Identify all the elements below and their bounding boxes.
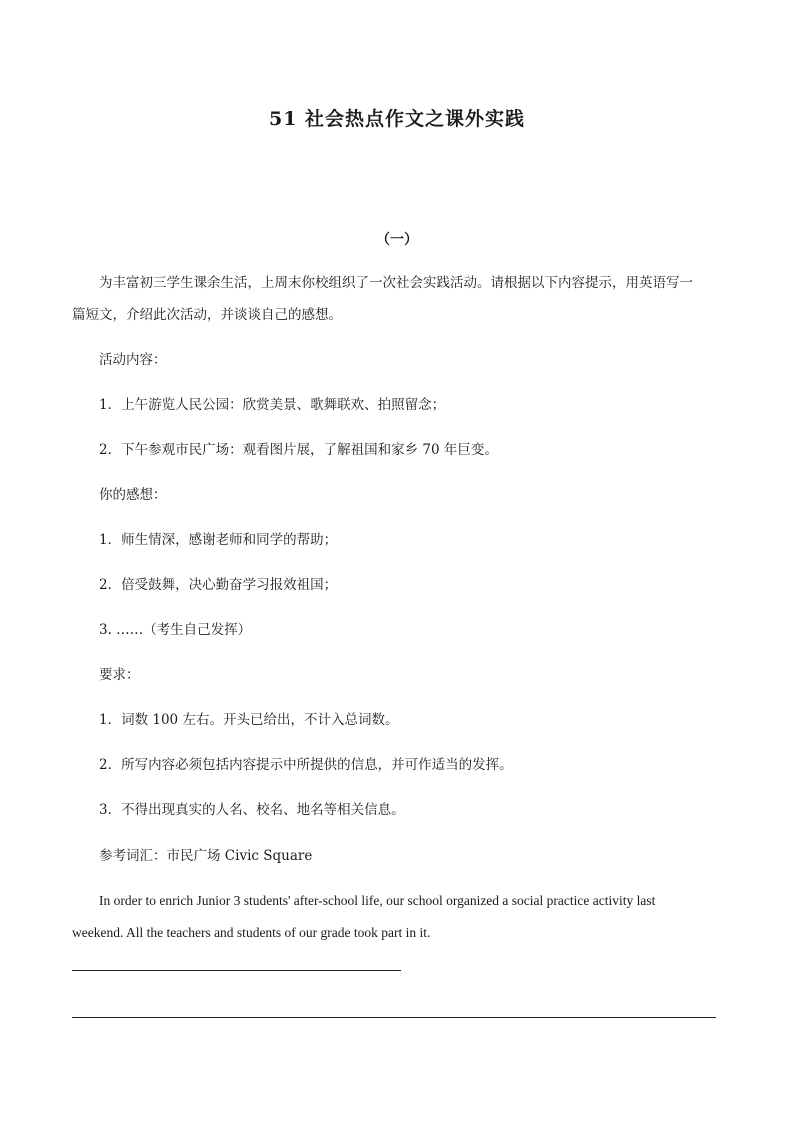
prompt-line-2: 篇短文，介绍此次活动，并谈谈自己的感想。: [72, 307, 342, 323]
section-heading: （一）: [376, 232, 418, 248]
feeling-item-3: 3. ……（考生自己发挥）: [99, 622, 252, 638]
activity-item-2: 2．下午参观市民广场：观看图片展，了解祖国和家乡 70 年巨变。: [99, 442, 498, 458]
activity-item-1: 1．上午游览人民公园：欣赏美景、歌舞联欢、拍照留念；: [99, 397, 446, 413]
requirements-heading: 要求：: [99, 667, 140, 683]
answer-line-short: [72, 970, 401, 971]
feelings-heading: 你的感想：: [99, 487, 167, 503]
opening-line-2: weekend. All the teachers and students of our grade took part in it.: [72, 925, 431, 940]
requirement-item-2: 2．所写内容必须包括内容提示中所提供的信息，并可作适当的发挥。: [99, 757, 513, 773]
answer-line-long: [72, 1017, 716, 1018]
opening-line-1: In order to enrich Junior 3 students' after-school life, our school organized a social practice activity last: [99, 893, 656, 908]
requirement-item-3: 3．不得出现真实的人名、校名、地名等相关信息。: [99, 802, 405, 818]
vocab-line: 参考词汇：市民广场 Civic Square: [99, 848, 313, 864]
feeling-item-2: 2．倍受鼓舞，决心勤奋学习报效祖国；: [99, 577, 338, 593]
feeling-item-1: 1．师生情深，感谢老师和同学的帮助；: [99, 532, 338, 548]
page-title: 51 社会热点作文之课外实践: [268, 108, 526, 130]
requirement-item-1: 1．词数 100 左右。开头已给出，不计入总词数。: [99, 712, 399, 728]
prompt-line-1: 为丰富初三学生课余生活，上周末你校组织了一次社会实践活动。请根据以下内容提示，用英语写一: [99, 275, 693, 291]
activities-heading: 活动内容：: [99, 352, 167, 368]
